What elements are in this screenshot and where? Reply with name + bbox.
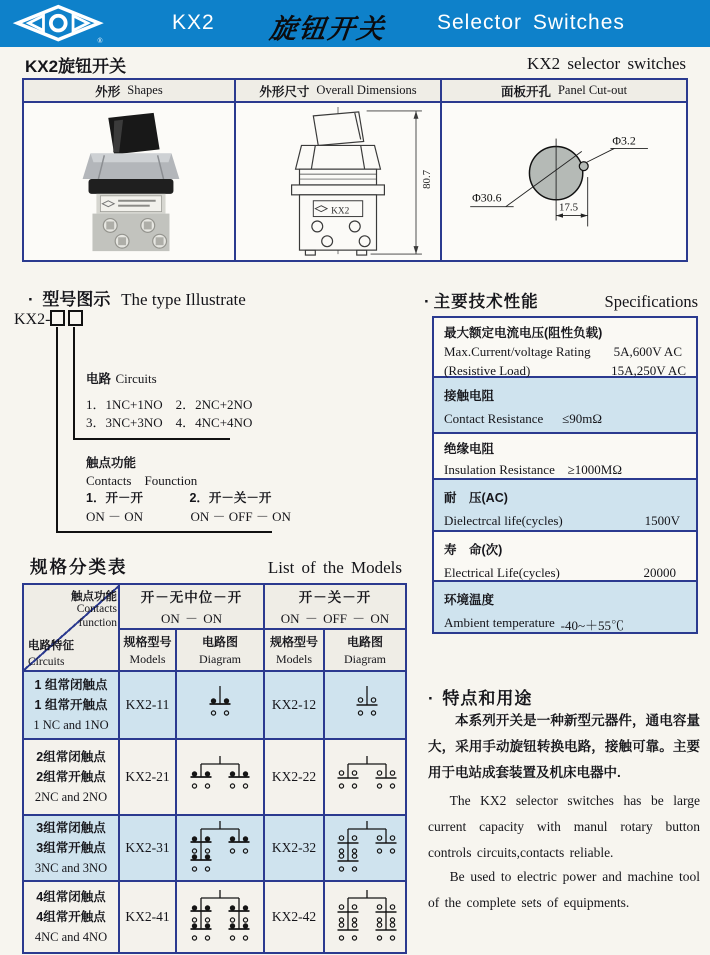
table-row: 1 组常闭触点 1 组常开触点 1 NC and 1NO KX2-11 KX2-12 bbox=[23, 671, 406, 739]
table-row: 4组常闭触点 4组常开触点 4NC and 4NO KX2-41 KX2-42 bbox=[23, 881, 406, 953]
model-code: KX2-31 bbox=[119, 815, 176, 881]
group-header-on-off-on: 开－关－开 ON － OFF － ON bbox=[264, 584, 406, 629]
corner-header-cell: 触点功能 Contacts function 电路特征 Circuits bbox=[23, 584, 119, 671]
subheader-models: 规格型号 Models bbox=[119, 629, 176, 671]
bullet: · bbox=[428, 689, 434, 708]
brand-diamond-logo-icon bbox=[8, 4, 112, 44]
col-header-cutout: 面板开孔 Panel Cut-out bbox=[440, 80, 686, 103]
drawing-label: KX2 bbox=[331, 206, 350, 217]
header-bar bbox=[0, 0, 710, 47]
circuits-options-1: 1．1NC+1NO 2．2NC+2NO bbox=[86, 397, 253, 412]
model-digit-box-2 bbox=[68, 310, 83, 326]
overview-table bbox=[22, 78, 688, 262]
col-header-dimensions: 外形尺寸 Overall Dimensions bbox=[234, 80, 440, 103]
models-table bbox=[22, 583, 407, 954]
offset-dimension-label: 17.5 bbox=[559, 201, 579, 214]
spec-row-contact-resistance: 接触电阻 Contact Resistance ≤90mΩ bbox=[434, 376, 696, 432]
header-title-en: Selector Switches bbox=[437, 11, 625, 34]
dimension-drawing-cell bbox=[234, 103, 440, 260]
subheader-diagram: 电路图 Diagram bbox=[176, 629, 264, 671]
type-illustrate-heading: · 型号图示 The type Illustrate bbox=[28, 290, 246, 309]
col-header-shapes: 外形 Shapes bbox=[24, 80, 234, 103]
spec-row-ambient: 环境温度 Ambient temperature -40~＋55℃ bbox=[434, 580, 696, 632]
specifications-heading: · 主要技术性能 Specifications bbox=[424, 292, 698, 311]
model-code: KX2-22 bbox=[264, 739, 324, 815]
contacts-label-zh: 触点功能 bbox=[86, 456, 137, 470]
model-code: KX2-21 bbox=[119, 739, 176, 815]
table-row: 2组常闭触点 2组常开触点 2NC and 2NO KX2-21 KX2-22 bbox=[23, 739, 406, 815]
circuit-diagram bbox=[325, 674, 409, 732]
model-code: KX2-42 bbox=[264, 881, 324, 953]
spec-value: 5A,600V AC bbox=[613, 344, 682, 359]
features-paragraph-en-1: The KX2 selector switches has be large current capacity with manul rotary button controls circuits,contacts reliable. bbox=[428, 793, 700, 860]
spec-row-life: 寿 命(次) Electrical Life(cycles) 20000 bbox=[434, 530, 696, 580]
contacts-options-zh: 1．开－开 2．开－关－开 bbox=[86, 491, 272, 505]
spec-value: 15A,250V AC bbox=[611, 363, 686, 378]
circuits-label: 电路 Circuits bbox=[86, 371, 157, 386]
features-paragraph-en-2: Be used to electric power and machine tool of the complete sets of equipments. bbox=[428, 869, 700, 910]
circuit-diagram bbox=[178, 746, 262, 804]
spec-row-rating: 最大额定电流电压(阻性负载) Max.Current/voltage Rating 5A,600V AC (Resistive Load) 15A,250V AC bbox=[444, 326, 686, 378]
model-code: KX2-32 bbox=[264, 815, 324, 881]
callout-line bbox=[73, 327, 75, 440]
panel-cutout-cell bbox=[440, 103, 686, 260]
group-header-on-on: 开－无中位－开 ON － ON bbox=[119, 584, 264, 629]
circuit-diagram bbox=[178, 674, 262, 732]
spec-value: ≤90mΩ bbox=[562, 411, 602, 426]
panel-cutout-drawing bbox=[442, 104, 686, 260]
circuit-diagram bbox=[325, 817, 409, 875]
circuit-diagram bbox=[178, 817, 262, 875]
callout-line bbox=[56, 531, 272, 533]
model-code: KX2-12 bbox=[264, 671, 324, 739]
product-photo-cell bbox=[24, 103, 234, 260]
header-model-code: KX2 bbox=[172, 11, 215, 34]
bullet: · bbox=[424, 292, 430, 311]
model-digit-box-1 bbox=[50, 310, 65, 326]
specifications-table bbox=[432, 316, 698, 634]
callout-line bbox=[73, 438, 230, 440]
circuit-diagram bbox=[178, 886, 262, 944]
model-code: KX2-11 bbox=[119, 671, 176, 739]
spec-row-dielectric: 耐 压(AC) Dielectrcal life(cycles) 1500V bbox=[434, 478, 696, 530]
dimension-drawing bbox=[236, 104, 440, 260]
circuit-diagram bbox=[325, 886, 409, 944]
subheader-diagram: 电路图 Diagram bbox=[324, 629, 406, 671]
features-paragraph-zh: 本系列开关是一种新型元器件，通电容量大，采用手动旋钮转换电路，接触可靠。主要用于电站成套装置及机床电器中. bbox=[428, 713, 700, 780]
subheader-models: 规格型号 Models bbox=[264, 629, 324, 671]
spec-value: ≥1000MΩ bbox=[567, 462, 622, 477]
model-code: KX2-41 bbox=[119, 881, 176, 953]
circuit-diagram bbox=[325, 746, 409, 804]
contacts-options-en: ON － ON ON － OFF － ON bbox=[86, 509, 291, 524]
model-code-diagram: KX2- bbox=[14, 310, 83, 329]
callout-line bbox=[56, 327, 58, 533]
header-title-zh: 旋钮开关 bbox=[268, 14, 388, 44]
height-dimension: 80.7 bbox=[420, 169, 433, 189]
spec-value: -40~＋55℃ bbox=[560, 618, 624, 633]
features-heading: · 特点和用途 bbox=[428, 689, 533, 708]
product-photo bbox=[26, 104, 232, 260]
spec-row-insulation: 绝缘电阻 Insulation Resistance ≥1000MΩ bbox=[434, 432, 696, 478]
page-title-en: KX2 selector switches bbox=[527, 54, 686, 73]
circuits-options-2: 3．3NC+3NO 4．4NC+4NO bbox=[86, 415, 253, 430]
page-title-zh: KX2旋钮开关 bbox=[25, 57, 127, 76]
spec-value: 1500V bbox=[644, 513, 680, 528]
bullet: · bbox=[28, 290, 34, 309]
spec-value: 20000 bbox=[643, 565, 676, 580]
table-row: 3组常闭触点 3组常开触点 3NC and 3NO KX2-31 KX2-32 bbox=[23, 815, 406, 881]
models-heading: 规格分类表 List of the Models bbox=[30, 557, 402, 577]
cutout-diameter-label: Φ30.6 bbox=[472, 190, 502, 205]
registered-mark: ® bbox=[97, 37, 103, 44]
notch-diameter-label: Φ3.2 bbox=[612, 132, 636, 147]
contacts-label-en: Contacts Founction bbox=[86, 473, 198, 488]
